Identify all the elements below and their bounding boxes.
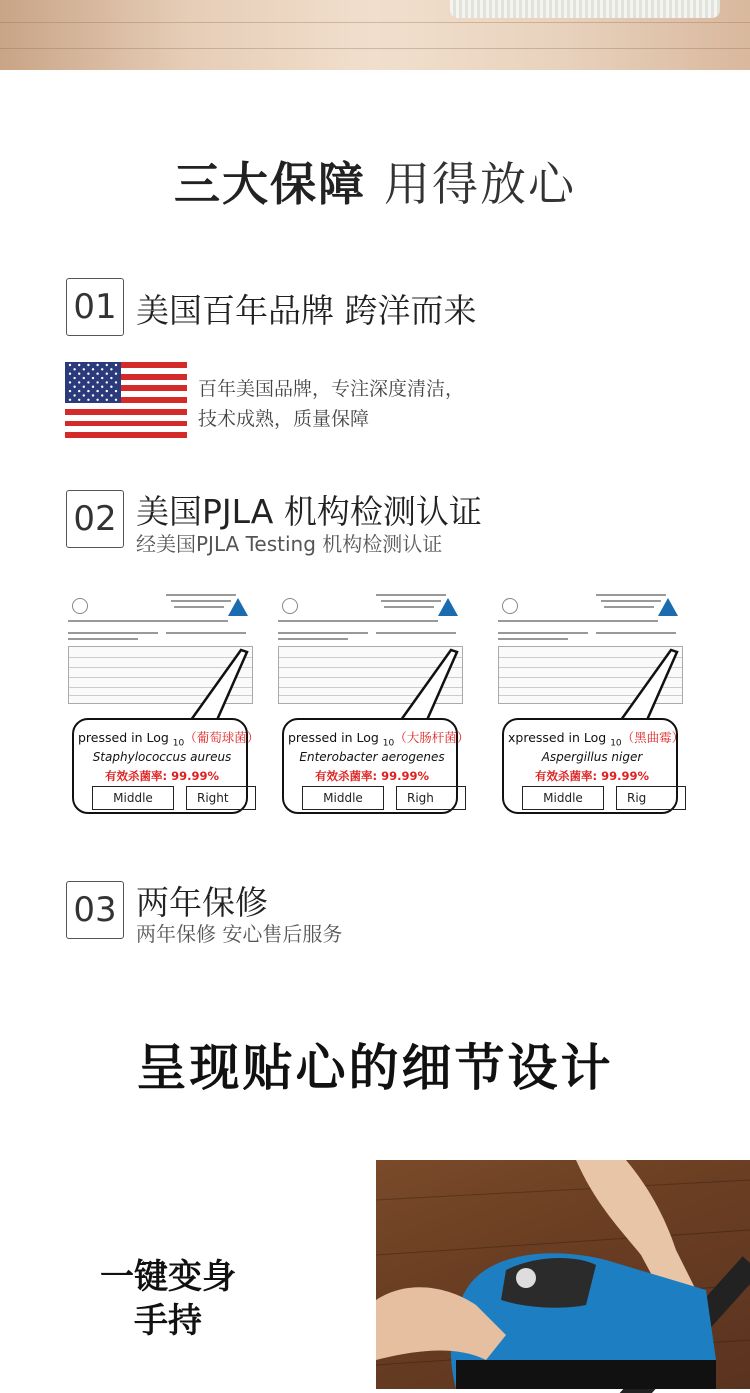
report-text-line	[596, 594, 666, 596]
flag-stripe	[65, 432, 187, 438]
guarantee-desc-01	[198, 374, 464, 434]
callout-log-line	[288, 728, 469, 749]
callout-log-text: xpressed in Log	[508, 730, 611, 745]
details-heading: 呈现贴心的细节设计	[136, 1039, 614, 1097]
callout-bacteria-latin: Staphylococcus aureus	[92, 750, 232, 764]
callout-log-text: pressed in Log	[288, 730, 383, 745]
callout-col-right: Righ	[396, 786, 466, 810]
report-seal-icon	[72, 598, 88, 614]
flag-star	[73, 386, 75, 388]
callout-pointer	[611, 648, 681, 728]
flag-star	[92, 386, 94, 388]
guarantee-title-02: 美国PJLA 机构检测认证	[136, 492, 482, 531]
guarantees-heading-light: 用得放心	[384, 157, 576, 211]
report-callout-bubble	[502, 718, 685, 814]
report-text-line	[171, 600, 231, 602]
guarantee-subtitle-03: 两年保修 安心售后服务	[136, 922, 343, 946]
report-callout-bubble	[72, 718, 260, 814]
test-report-2	[276, 590, 470, 820]
guarantee-number-03: 03	[66, 881, 124, 939]
report-text-line	[278, 638, 348, 640]
callout-log-line	[78, 728, 259, 749]
callout-log-subscript: 10	[382, 738, 395, 749]
report-text-line	[278, 632, 368, 634]
flag-star	[69, 399, 71, 401]
callout-log-subscript: 10	[172, 738, 185, 749]
accreditation-logo-icon	[228, 598, 248, 616]
callout-kill-rate: 有效杀菌率: 99.99%	[105, 769, 219, 783]
flag-star	[96, 399, 98, 401]
report-text-line	[68, 620, 228, 622]
report-text-line	[601, 600, 661, 602]
flag-star	[96, 381, 98, 383]
report-text-line	[174, 606, 224, 608]
guarantee-desc-line-2: 技术成熟，质量保障	[198, 408, 370, 430]
callout-kill-rate: 有效杀菌率: 99.99%	[315, 769, 429, 783]
flag-star	[92, 377, 94, 379]
report-text-line	[596, 632, 676, 634]
callout-kill-rate: 有效杀菌率: 99.99%	[535, 769, 649, 783]
callout-pointer	[391, 648, 461, 728]
product-photo-illustration	[376, 1160, 750, 1389]
top-floor-photo	[0, 0, 750, 70]
flag-star	[115, 373, 117, 375]
accreditation-logo-icon	[658, 598, 678, 616]
flag-star	[110, 368, 112, 370]
callout-log-subscript: 10	[610, 738, 622, 749]
flag-star	[101, 377, 103, 379]
guarantees-heading	[0, 148, 750, 214]
report-text-line	[384, 606, 434, 608]
flag-star	[92, 394, 94, 396]
guarantee-title-03: 两年保修	[136, 883, 268, 922]
flag-star	[101, 386, 103, 388]
flag-star	[115, 390, 117, 392]
flag-star	[73, 368, 75, 370]
flag-star	[115, 381, 117, 383]
flag-star	[69, 373, 71, 375]
report-text-line	[166, 594, 236, 596]
flag-star	[96, 364, 98, 366]
flag-star	[106, 399, 108, 401]
flag-star	[78, 364, 80, 366]
guarantee-number-01: 01	[66, 278, 124, 336]
flag-star	[115, 364, 117, 366]
flag-star	[101, 394, 103, 396]
handheld-mode-line-1: 一键变身	[100, 1257, 236, 1297]
flag-star	[106, 364, 108, 366]
flag-star	[73, 394, 75, 396]
flag-star	[69, 364, 71, 366]
flag-star	[83, 394, 85, 396]
guarantee-subtitle-02: 经美国PJLA Testing 机构检测认证	[136, 532, 443, 556]
flag-star	[78, 381, 80, 383]
guarantee-desc-line-1: 百年美国品牌，专注深度清洁，	[198, 378, 465, 400]
flag-star	[78, 399, 80, 401]
flag-star	[83, 368, 85, 370]
report-text-line	[498, 620, 658, 622]
device-base	[456, 1360, 716, 1389]
mop-pad-image	[450, 0, 720, 18]
callout-log-text: pressed in Log	[78, 730, 173, 745]
report-text-line	[604, 606, 654, 608]
callout-log-line	[508, 728, 684, 749]
flag-star	[110, 394, 112, 396]
flag-canton	[65, 362, 121, 403]
callout-col-right: Rig	[616, 786, 686, 810]
flag-star	[87, 381, 89, 383]
flag-star	[96, 373, 98, 375]
report-text-line	[376, 594, 446, 596]
report-text-line	[498, 632, 588, 634]
flag-star	[78, 373, 80, 375]
guarantee-title-01: 美国百年品牌 跨洋而来	[136, 291, 477, 330]
guarantees-heading-bold: 三大保障	[174, 157, 366, 211]
product-photo	[376, 1160, 750, 1389]
flag-star	[87, 390, 89, 392]
test-report-1	[66, 590, 260, 820]
callout-bacteria-latin: Enterobacter aerogenes	[299, 750, 445, 764]
callout-bacteria-cn: （黑曲霉）	[621, 730, 685, 745]
report-seal-icon	[502, 598, 518, 614]
flag-star	[87, 373, 89, 375]
callout-pointer	[181, 648, 251, 728]
flag-star	[96, 390, 98, 392]
callout-bacteria-cn: （大肠杆菌）	[394, 730, 470, 745]
callout-bacteria-cn: （葡萄球菌）	[184, 730, 260, 745]
report-text-line	[376, 632, 456, 634]
callout-col-middle: Middle	[302, 786, 384, 810]
flag-star	[115, 399, 117, 401]
report-text-line	[68, 638, 138, 640]
report-text-line	[68, 632, 158, 634]
flag-star	[110, 386, 112, 388]
callout-bacteria-latin: Aspergillus niger	[541, 750, 643, 764]
guarantee-number-02: 02	[66, 490, 124, 548]
flag-star	[73, 377, 75, 379]
report-callout-bubble	[282, 718, 470, 814]
callout-col-right: Right	[186, 786, 256, 810]
flag-star	[83, 386, 85, 388]
test-report-3	[496, 590, 686, 820]
report-text-line	[166, 632, 246, 634]
flag-star	[101, 368, 103, 370]
callout-col-middle: Middle	[92, 786, 174, 810]
flag-star	[106, 381, 108, 383]
report-text-line	[498, 638, 568, 640]
report-text-line	[381, 600, 441, 602]
flag-star	[69, 390, 71, 392]
flag-star	[92, 368, 94, 370]
report-seal-icon	[282, 598, 298, 614]
handheld-mode-label	[88, 1255, 248, 1343]
us-flag-image	[65, 362, 187, 438]
flag-star	[106, 390, 108, 392]
flag-star	[110, 377, 112, 379]
flag-star	[106, 373, 108, 375]
flag-star	[87, 399, 89, 401]
handheld-mode-line-2: 手持	[134, 1301, 202, 1341]
report-text-line	[278, 620, 438, 622]
flag-star	[69, 381, 71, 383]
callout-col-middle: Middle	[522, 786, 604, 810]
flag-star	[78, 390, 80, 392]
device-dial-icon	[516, 1268, 536, 1288]
accreditation-logo-icon	[438, 598, 458, 616]
flag-star	[83, 377, 85, 379]
flag-star	[87, 364, 89, 366]
